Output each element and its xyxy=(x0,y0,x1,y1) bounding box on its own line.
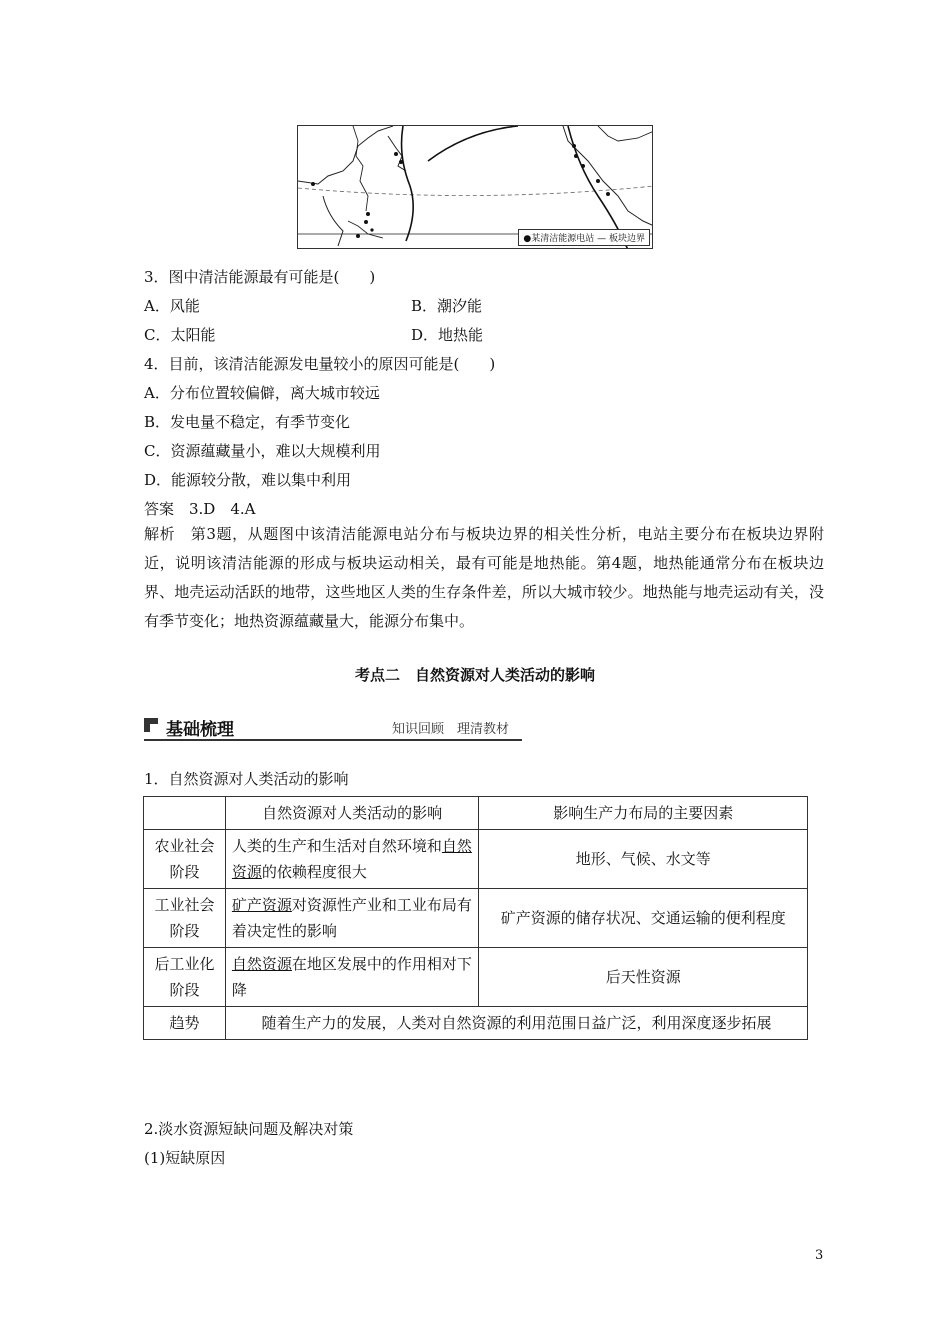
section-title: 考点二 自然资源对人类活动的影响 xyxy=(354,666,595,684)
table-header-cell xyxy=(144,797,226,830)
map-legend xyxy=(518,229,650,246)
banner-rule xyxy=(144,739,522,741)
impact-cell: 矿产资源对资源性产业和工业布局有着决定性的影响 xyxy=(225,889,479,948)
table-row xyxy=(144,948,808,1007)
table-row xyxy=(144,1007,808,1040)
table-header-cell: 影响生产力布局的主要因素 xyxy=(479,797,808,830)
impact-cell: 人类的生产和生活对自然环境和自然资源的依赖程度很大 xyxy=(225,830,479,889)
item-1-heading: 1．自然资源对人类活动的影响 xyxy=(144,770,349,788)
legend-boundary-label: — 板块边界 xyxy=(597,234,645,244)
factor-cell: 后天性资源 xyxy=(479,948,808,1007)
trend-text-cell: 随着生产力的发展，人类对自然资源的利用范围日益广泛，利用深度逐步拓展 xyxy=(225,1007,807,1040)
underlined-term: 矿产资源 xyxy=(231,896,292,914)
legend-station-label: ●某清洁能源电站 xyxy=(523,234,595,244)
resource-impact-table xyxy=(143,796,808,1040)
plate-boundary-map xyxy=(297,125,653,249)
stage-cell: 农业社会阶段 xyxy=(144,830,226,889)
underlined-term: 自然资源 xyxy=(231,837,472,881)
trend-label-cell: 趋势 xyxy=(144,1007,226,1040)
question-3-option-b: B．潮汐能 xyxy=(411,297,483,315)
question-3-option-c: C．太阳能 xyxy=(144,326,216,344)
underlined-term: 自然资源 xyxy=(231,955,292,973)
question-3-stem: 3．图中清洁能源最有可能是( ) xyxy=(144,268,376,286)
question-3-option-d: D．地热能 xyxy=(411,326,484,344)
table-row xyxy=(144,830,808,889)
banner-subtitle: 知识回顾 理清教材 xyxy=(392,722,510,737)
stage-cell: 后工业化阶段 xyxy=(144,948,226,1007)
banner-title: 基础梳理 xyxy=(166,720,234,740)
question-3-option-a: A．风能 xyxy=(144,297,200,315)
factor-cell: 矿产资源的储存状况、交通运输的便利程度 xyxy=(479,889,808,948)
analysis-paragraph: 解析 第3题，从题图中该清洁能源电站分布与板块边界的相关性分析，电站主要分布在板块边界附近，说明该清洁能源的形成与板块运动相关，最有可能是地热能。第4题，地热能通常分布在板块边界、地壳运动活跃的地带，这些地区人类的生存条件差，所以大城市较少。地热能与地壳运动有关，没有季节变化；地热资源蕴藏量大，能源分布集中。 xyxy=(144,525,824,630)
table-row xyxy=(144,889,808,948)
answer-line: 答案 3.D 4.A xyxy=(144,500,256,518)
page-number: 3 xyxy=(815,1248,824,1263)
item-2-heading: 2.淡水资源短缺问题及解决对策 xyxy=(144,1120,354,1138)
question-4-option-d: D．能源较分散，难以集中利用 xyxy=(144,471,352,489)
basics-banner xyxy=(144,714,522,744)
question-4-option-b: B．发电量不稳定，有季节变化 xyxy=(144,413,351,431)
question-4-option-a: A．分布位置较偏僻，离大城市较远 xyxy=(144,384,380,402)
table-header-cell: 自然资源对人类活动的影响 xyxy=(225,797,479,830)
item-2-1-heading: (1)短缺原因 xyxy=(144,1149,226,1167)
factor-cell: 地形、气候、水文等 xyxy=(479,830,808,889)
question-4-stem: 4．目前，该清洁能源发电量较小的原因可能是( ) xyxy=(144,355,496,373)
table-header-row xyxy=(144,797,808,830)
impact-cell: 自然资源在地区发展中的作用相对下降 xyxy=(225,948,479,1007)
stage-cell: 工业社会阶段 xyxy=(144,889,226,948)
question-4-option-c: C．资源蕴藏量小，难以大规模利用 xyxy=(144,442,381,460)
